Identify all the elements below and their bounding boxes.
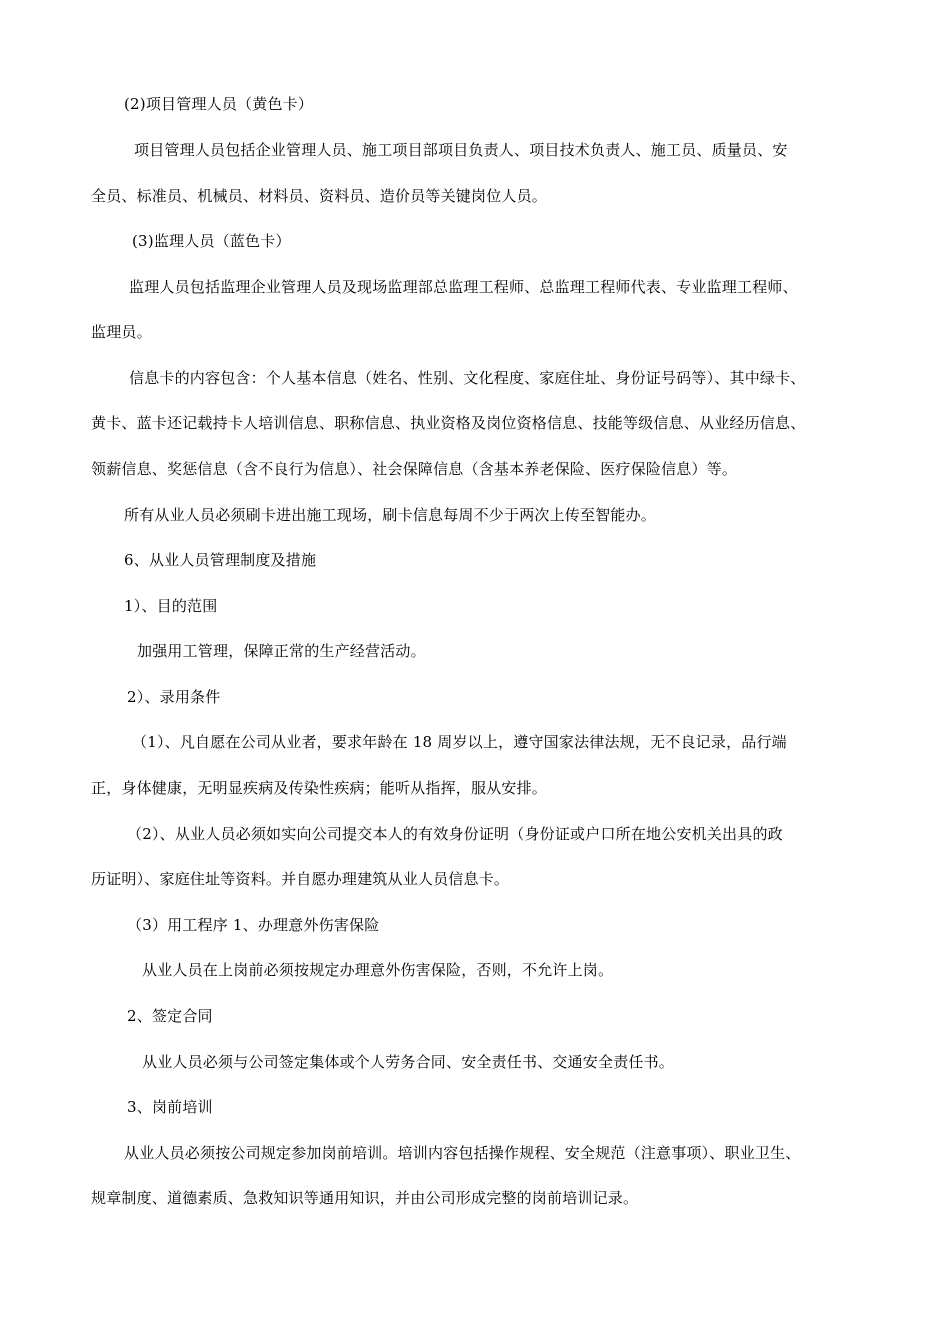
item-heading: 3、岗前培训 xyxy=(127,1098,213,1116)
paragraph-line: 监理员。 xyxy=(91,323,152,341)
item-heading: 2、签定合同 xyxy=(127,1007,213,1025)
paragraph-line: 正，身体健康，无明显疾病及传染性疾病；能听从指挥，服从安排。 xyxy=(91,779,548,797)
paragraph-line: 领薪信息、奖惩信息（含不良行为信息）、社会保障信息（含基本养老保险、医疗保险信息）等。 xyxy=(91,460,738,478)
paragraph-line: 全员、标准员、机械员、材料员、资料员、造价员等关键岗位人员。 xyxy=(91,187,548,205)
paragraph-line: 黄卡、蓝卡还记载持卡人培训信息、职称信息、执业资格及岗位资格信息、技能等级信息、从业经历信息、 xyxy=(91,414,806,432)
paragraph-line: 从业人员在上岗前必须按规定办理意外伤害保险，否则，不允许上岗。 xyxy=(142,961,614,979)
paragraph-line: （1）、凡自愿在公司从业者，要求年龄在 18 周岁以上，遵守国家法律法规，无不良记录，品行端 xyxy=(132,733,787,751)
subheading-supervisors: (3)监理人员（蓝色卡） xyxy=(132,232,291,250)
section-heading: 6、从业人员管理制度及措施 xyxy=(124,551,317,569)
paragraph-line: 从业人员必须与公司签定集体或个人劳务合同、安全责任书、交通安全责任书。 xyxy=(142,1053,675,1071)
subsection-heading: 1）、目的范围 xyxy=(124,597,218,615)
paragraph-line: 信息卡的内容包含：个人基本信息（姓名、性别、文化程度、家庭住址、身份证号码等）、其中绿卡、 xyxy=(129,369,806,387)
paragraph-line: 规章制度、道德素质、急救知识等通用知识，并由公司形成完整的岗前培训记录。 xyxy=(91,1189,639,1207)
paragraph-line: 所有从业人员必须刷卡进出施工现场，刷卡信息每周不少于两次上传至智能办。 xyxy=(124,506,657,524)
paragraph-line: 加强用工管理，保障正常的生产经营活动。 xyxy=(137,642,426,660)
paragraph-line: 监理人员包括监理企业管理人员及现场监理部总监理工程师、总监理工程师代表、专业监理工程师、 xyxy=(129,278,798,296)
subheading-project-managers: (2)项目管理人员（黄色卡） xyxy=(124,95,314,113)
paragraph-line: 历证明）、家庭住址等资料。并自愿办理建筑从业人员信息卡。 xyxy=(91,870,510,888)
paragraph-line: （2）、从业人员必须如实向公司提交本人的有效身份证明（身份证或户口所在地公安机关出具的政 xyxy=(127,825,783,843)
paragraph-line: 从业人员必须按公司规定参加岗前培训。培训内容包括操作规程、安全规范（注意事项）、职业卫生、 xyxy=(124,1144,801,1162)
subsection-heading: 2）、录用条件 xyxy=(127,688,221,706)
paragraph-line: 项目管理人员包括企业管理人员、施工项目部项目负责人、项目技术负责人、施工员、质量员、安 xyxy=(134,141,788,159)
item-heading: （3）用工程序 1、办理意外伤害保险 xyxy=(127,916,380,934)
